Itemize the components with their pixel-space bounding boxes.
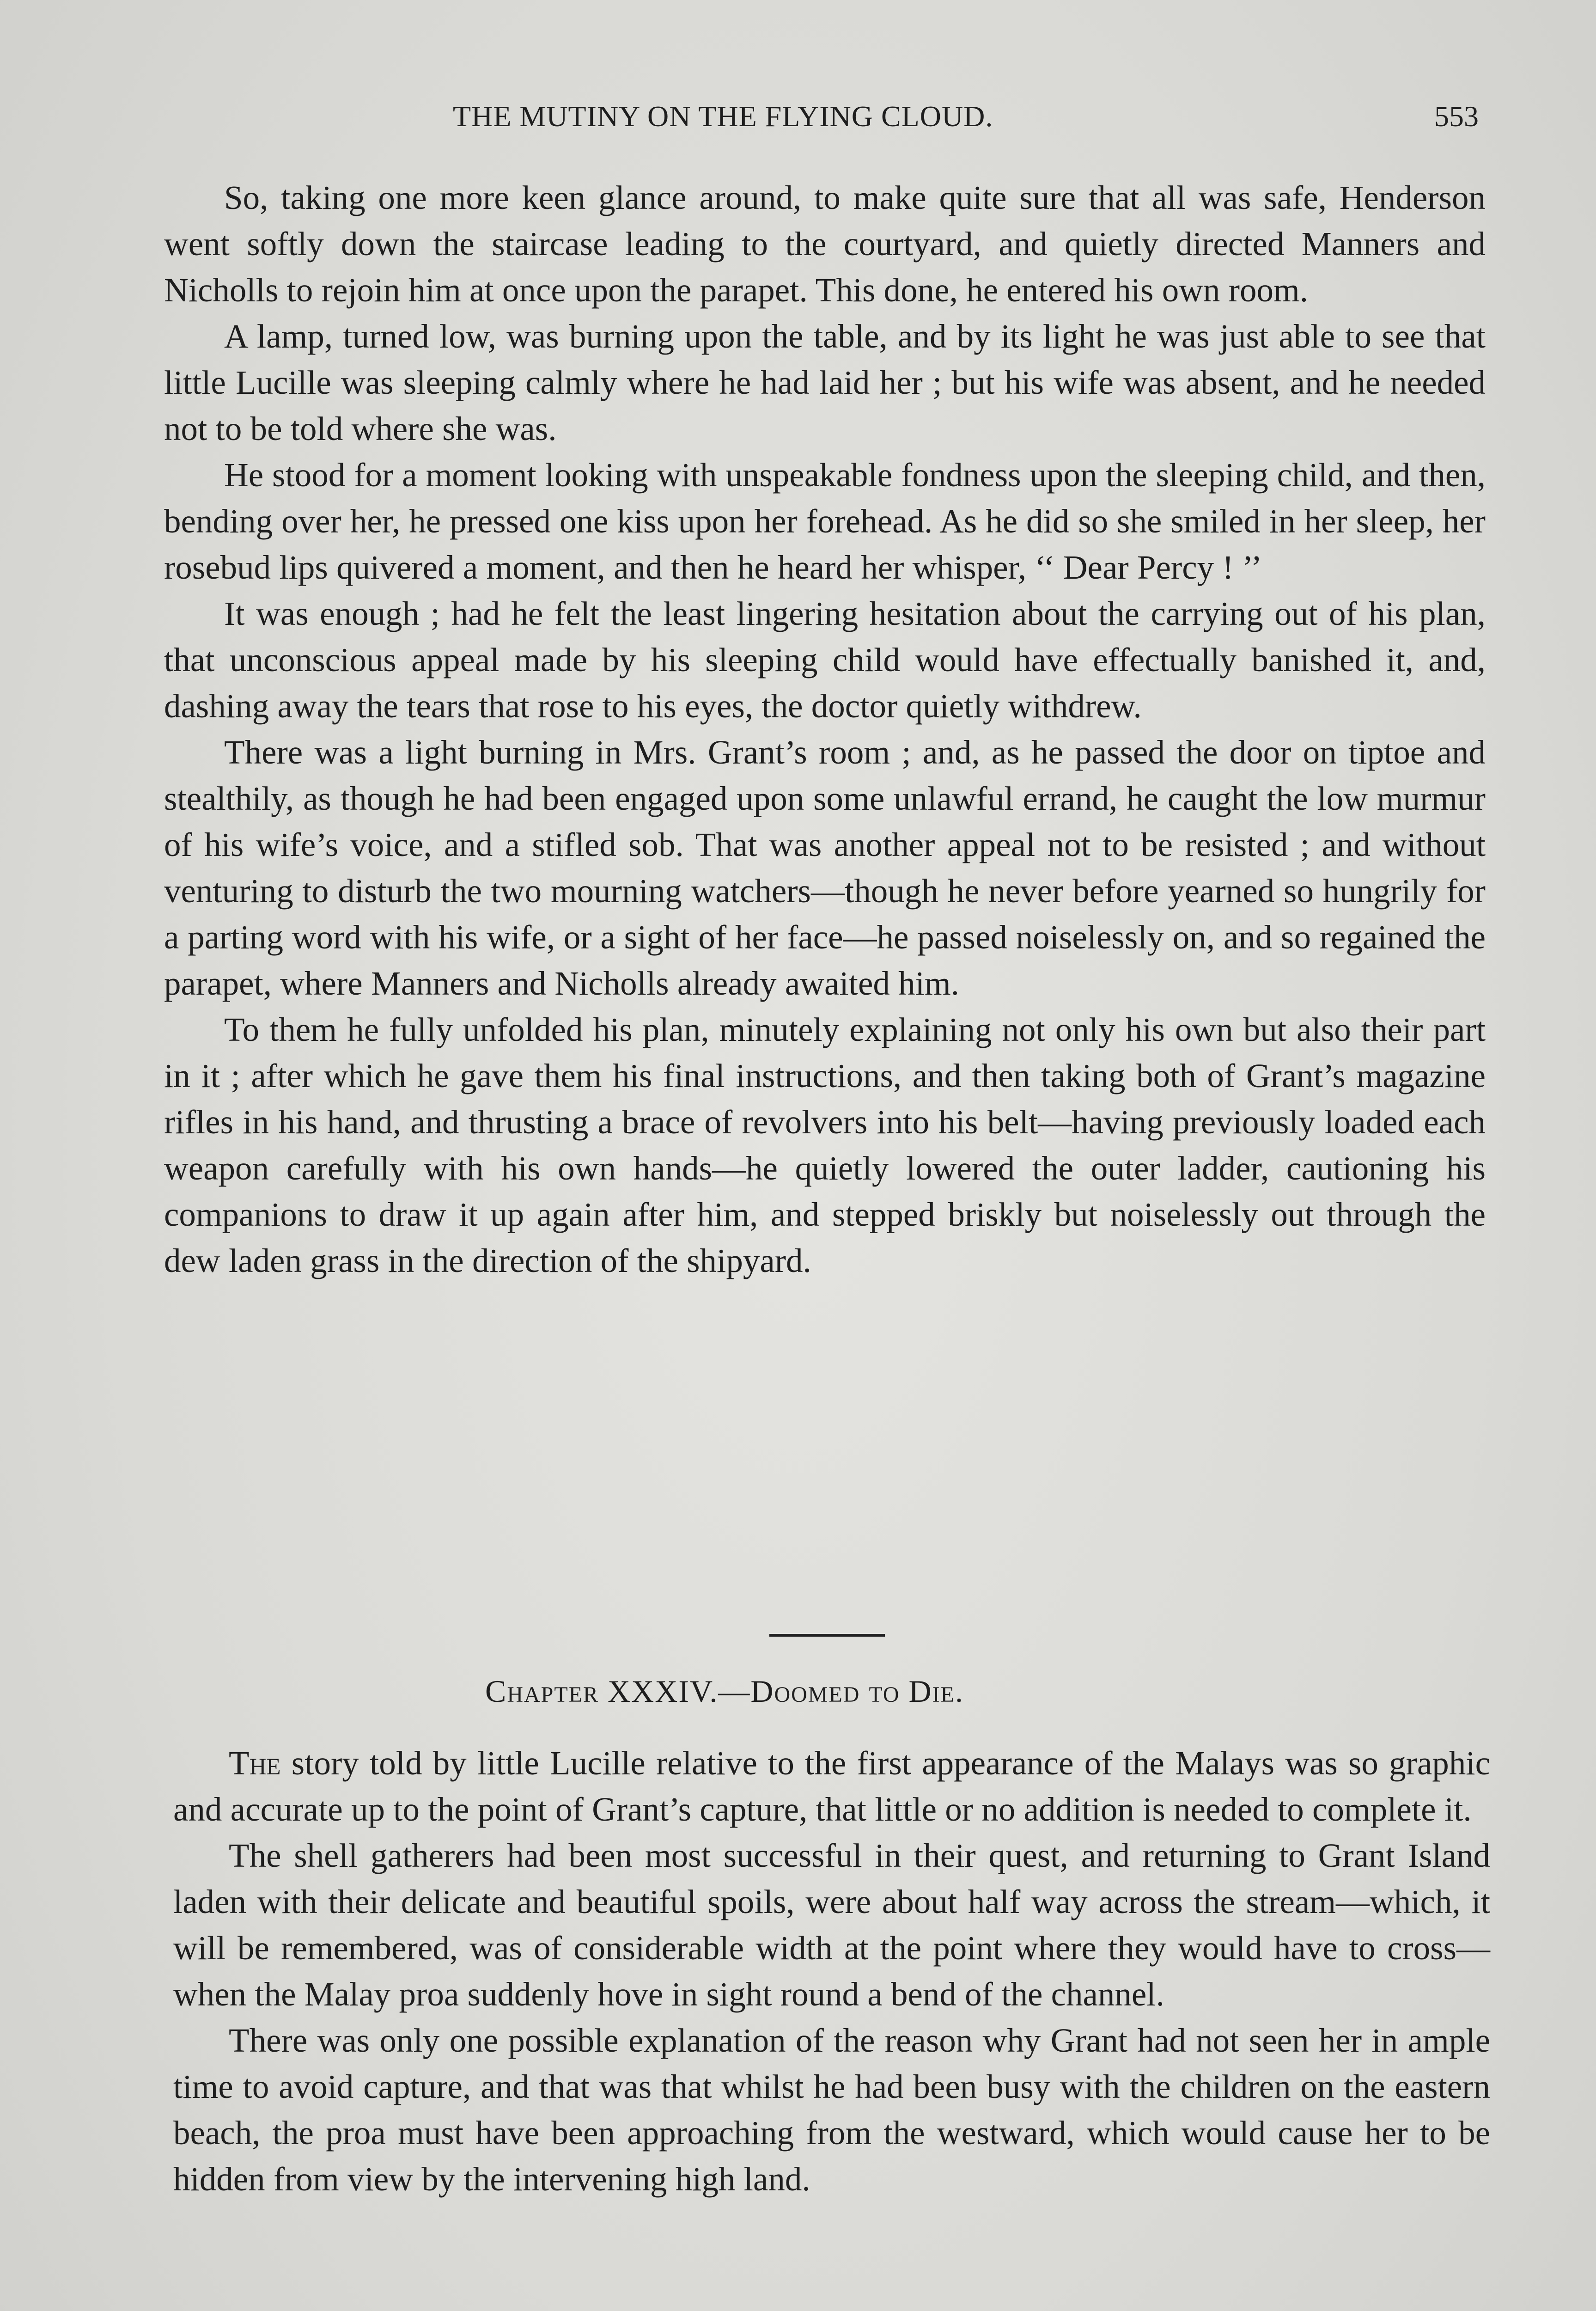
chapter-text [173,1740,1490,2202]
page-header [166,99,1479,141]
paragraph: A lamp, turned low, was burning upon the table, and by its light he was just able to see that little Lucille was sleeping calmly where he had laid her ; but his wife was absent, and he needed not to be told where she was. [164,318,1486,447]
paragraph: So, taking one more keen glance around, to make quite sure that all was safe, Henderson went softly down the staircase leading to the courtyard, and quietly directed Manners and Nicholls to rejoin him at once upon the parapet. This done, he entered his own room. [164,179,1486,309]
page-number: 553 [1434,100,1479,133]
paragraph: He stood for a moment looking with unspeakable fondness upon the sleeping child, and then, bending over her, he pressed one kiss upon her forehead. As he did so she smiled in her sleep, her rosebud lips quivered a moment, and then he heard her whisper, ‘‘ Dear Percy ! ’’ [164,456,1486,586]
running-title: THE MUTINY ON THE FLYING CLOUD. [453,100,993,133]
section-divider [769,1634,885,1637]
paragraph [173,1740,1490,1833]
paragraph: The shell gatherers had been most successful in their quest, and returning to Grant Island laden with their delicate and beautiful spoils, were about half way across the stream—which, it will be remembered, was of considerable width at the point where they would have to cross—when the Malay proa suddenly hove in sight round a bend of the channel. [173,1837,1490,2013]
paragraph: There was a light burning in Mrs. Grant’s room ; and, as he passed the door on tiptoe and stealthily, as though he had been engaged upon some unlawful errand, he caught the low murmur of his wife’s voice, and a stifled sob. That was another appeal not to be resisted ; and without venturing to disturb the two mourning watchers—though he never before yearned so hungrily for a parting word with his wife, or a sight of her face—he passed noiselessly on, and so regained the parapet, where Manners and Nicholls already awaited him. [164,734,1486,1002]
paragraph: There was only one possible explanation of the reason why Grant had not seen her in ample time to avoid capture, and that was that whilst he had been busy with the children on the eastern beach, the proa must have been approaching from the westward, which would cause her to be hidden from view by the intervening high land. [173,2022,1490,2198]
body-text [164,175,1486,1284]
paragraph: It was enough ; had he felt the least lingering hesitation about the carrying out of his plan, that unconscious appeal made by his sleeping child would have effectually banished it, and, dashing away the tears that rose to his eyes, the doctor quietly withdrew. [164,595,1486,725]
chapter-heading: Chapter XXXIV.—Doomed to Die. [485,1674,964,1709]
chapter-first-paragraph: story told by little Lucille relative to the first appearance of the Malays was so graphic and accurate up to the point of Grant’s capture, that little or no addition is needed to complete it. [173,1744,1490,1828]
chapter-first-word: The [229,1744,281,1782]
paragraph: To them he fully unfolded his plan, minutely explaining not only his own but also their part in it ; after which he gave them his final instructions, and then taking both of Grant’s magazine rifles in his hand, and thrusting a brace of revolvers into his belt—having previously loaded each weapon carefully with his own hands—he quietly lowered the outer ladder, cautioning his companions to draw it up again after him, and stepped briskly but noiselessly out through the dew laden grass in the direction of the shipyard. [164,1011,1486,1279]
